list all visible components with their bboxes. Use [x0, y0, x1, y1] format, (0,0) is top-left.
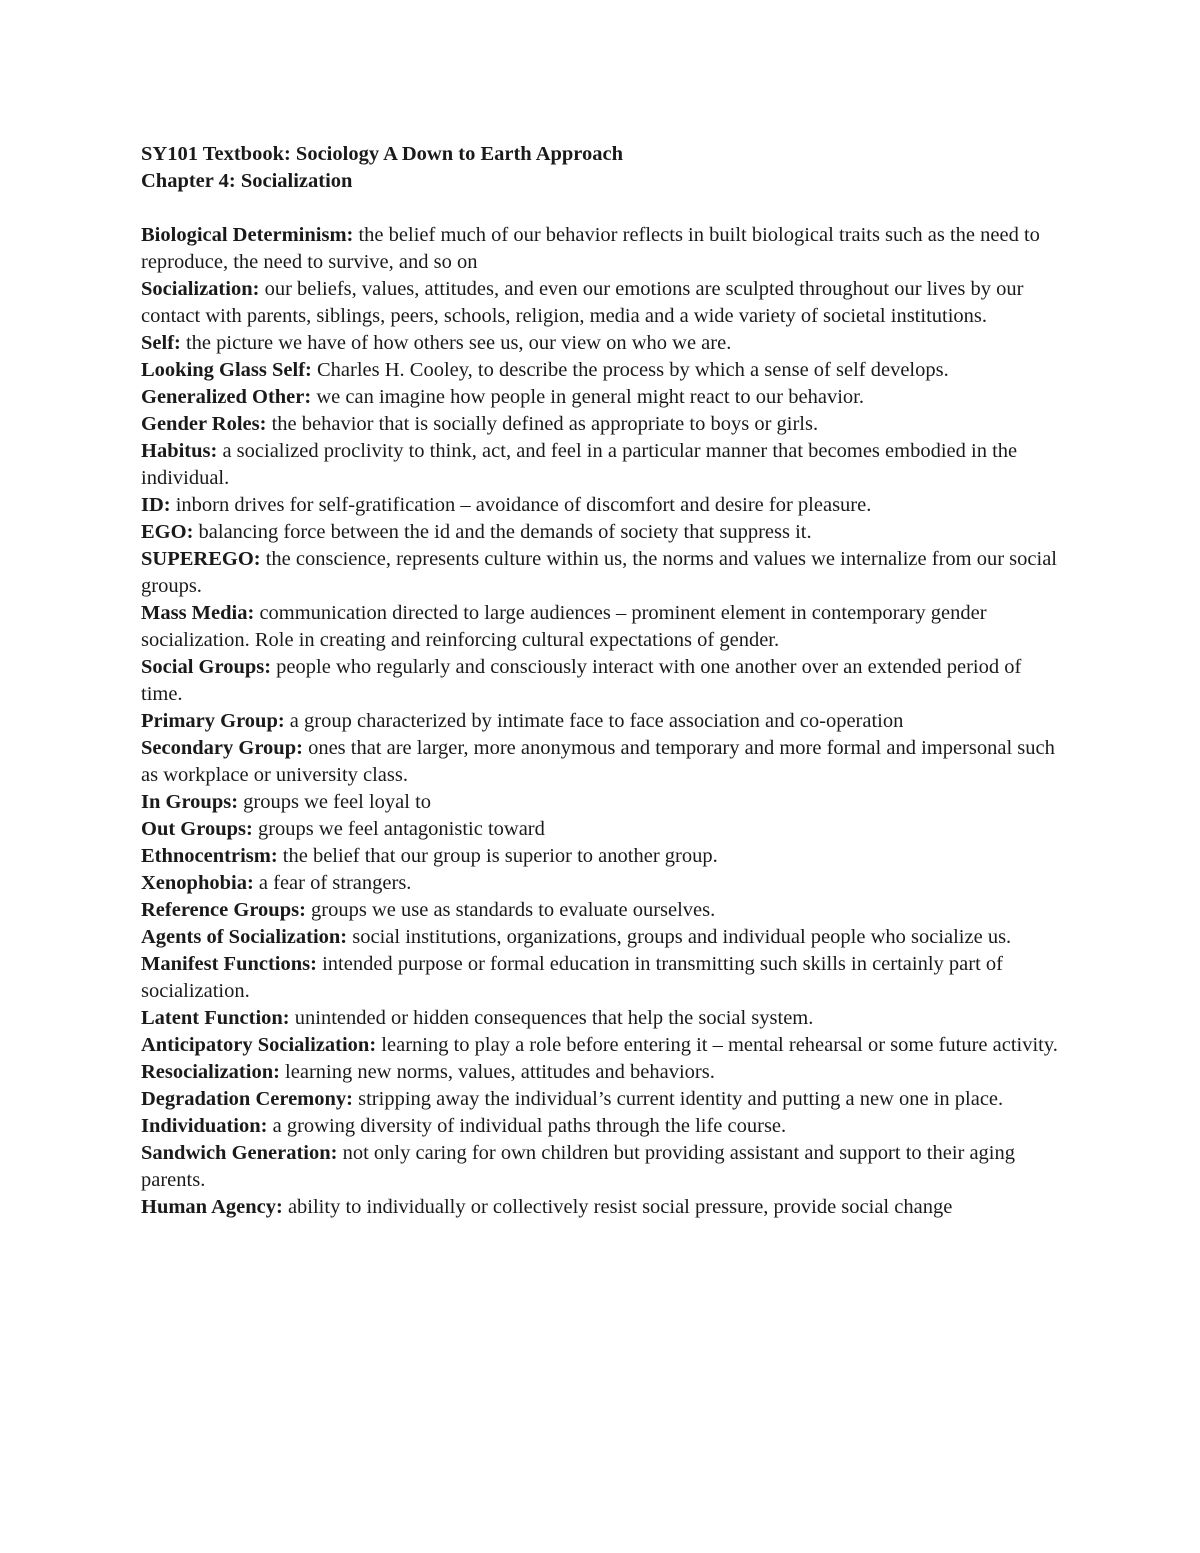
glossary-definition: communication directed to large audiences – prominent element in contemporary gender socialization. Role in creating and reinforcing cultural expectations of gender.: [141, 602, 987, 651]
glossary-entry: [141, 735, 1061, 789]
glossary-term: Secondary Group:: [141, 737, 303, 759]
glossary-entry: [141, 924, 1061, 951]
glossary-term: Latent Function:: [141, 1007, 290, 1029]
glossary-definition: groups we feel loyal to: [238, 791, 432, 813]
glossary-entry: [141, 519, 1061, 546]
glossary-definition: learning new norms, values, attitudes and behaviors.: [279, 1061, 715, 1083]
document-page: [141, 141, 1061, 1221]
glossary-term: Manifest Functions:: [141, 953, 317, 975]
glossary-definition: a fear of strangers.: [253, 872, 412, 894]
glossary-definition: stripping away the individual’s current identity and putting a new one in place.: [353, 1088, 1004, 1110]
glossary-definition: groups we use as standards to evaluate ourselves.: [305, 899, 716, 921]
glossary-entry: [141, 546, 1061, 600]
glossary-entry: [141, 276, 1061, 330]
glossary-definition: the picture we have of how others see us, our view on who we are.: [180, 332, 732, 354]
glossary-entry: [141, 897, 1061, 924]
glossary-definition: a growing diversity of individual paths through the life course.: [267, 1115, 787, 1137]
glossary-term: Human Agency:: [141, 1196, 283, 1218]
glossary-term: SUPEREGO:: [141, 548, 261, 570]
glossary-term: Resocialization:: [141, 1061, 280, 1083]
glossary-list: [141, 222, 1061, 1221]
glossary-term: Reference Groups:: [141, 899, 306, 921]
glossary-entry: [141, 222, 1061, 276]
glossary-entry: [141, 654, 1061, 708]
document-title: SY101 Textbook: Sociology A Down to Earth Approach: [141, 143, 624, 165]
glossary-definition: the conscience, represents culture within us, the norms and values we internalize from our social groups.: [141, 548, 1057, 597]
glossary-definition: ability to individually or collectively resist social pressure, provide social change: [282, 1196, 953, 1218]
glossary-term: Self:: [141, 332, 181, 354]
glossary-definition: the belief much of our behavior reflects in built biological traits such as the need to reproduce, the need to survive, and so on: [141, 224, 1040, 273]
glossary-term: Agents of Socialization:: [141, 926, 348, 948]
glossary-term: Looking Glass Self:: [141, 359, 312, 381]
glossary-term: Sandwich Generation:: [141, 1142, 338, 1164]
glossary-term: Primary Group:: [141, 710, 285, 732]
glossary-definition: balancing force between the id and the demands of society that suppress it.: [193, 521, 812, 543]
glossary-definition: we can imagine how people in general might react to our behavior.: [311, 386, 864, 408]
glossary-entry: [141, 357, 1061, 384]
glossary-term: Mass Media:: [141, 602, 255, 624]
glossary-definition: Charles H. Cooley, to describe the process by which a sense of self develops.: [311, 359, 949, 381]
glossary-entry: [141, 1032, 1061, 1059]
glossary-term: Gender Roles:: [141, 413, 267, 435]
glossary-term: EGO:: [141, 521, 194, 543]
glossary-term: Individuation:: [141, 1115, 268, 1137]
glossary-term: Biological Determinism:: [141, 224, 354, 246]
glossary-entry: [141, 1140, 1061, 1194]
glossary-definition: a group characterized by intimate face to face association and co-operation: [284, 710, 904, 732]
glossary-definition: learning to play a role before entering it – mental rehearsal or some future activity.: [376, 1034, 1058, 1056]
chapter-heading: Chapter 4: Socialization: [141, 170, 353, 192]
glossary-definition: social institutions, organizations, groups and individual people who socialize us.: [347, 926, 1012, 948]
glossary-entry: [141, 951, 1061, 1005]
glossary-definition: intended purpose or formal education in transmitting such skills in certainly part of socialization.: [141, 953, 1003, 1002]
glossary-term: Anticipatory Socialization:: [141, 1034, 377, 1056]
glossary-entry: [141, 330, 1061, 357]
glossary-entry: [141, 1086, 1061, 1113]
glossary-entry: [141, 1113, 1061, 1140]
glossary-entry: [141, 816, 1061, 843]
glossary-entry: [141, 1194, 1061, 1221]
glossary-definition: the behavior that is socially defined as appropriate to boys or girls.: [266, 413, 819, 435]
glossary-term: ID:: [141, 494, 171, 516]
glossary-entry: [141, 708, 1061, 735]
glossary-entry: [141, 438, 1061, 492]
glossary-term: Habitus:: [141, 440, 218, 462]
blank-line: [141, 195, 1061, 222]
glossary-definition: a socialized proclivity to think, act, and feel in a particular manner that becomes embodied in the individual.: [141, 440, 1018, 489]
glossary-entry: [141, 1059, 1061, 1086]
glossary-entry: [141, 843, 1061, 870]
glossary-term: In Groups:: [141, 791, 239, 813]
glossary-entry: [141, 492, 1061, 519]
glossary-entry: [141, 411, 1061, 438]
glossary-definition: inborn drives for self-gratification – avoidance of discomfort and desire for pleasure.: [170, 494, 872, 516]
glossary-definition: our beliefs, values, attitudes, and even our emotions are sculpted throughout our lives by our contact with parents, siblings, peers, schools, religion, media and a wide variety of societal institutions.: [141, 278, 1024, 327]
glossary-definition: people who regularly and consciously interact with one another over an extended period of time.: [141, 656, 1022, 705]
glossary-definition: the belief that our group is superior to another group.: [277, 845, 718, 867]
glossary-term: Out Groups:: [141, 818, 253, 840]
glossary-entry: [141, 384, 1061, 411]
glossary-term: Degradation Ceremony:: [141, 1088, 353, 1110]
glossary-definition: ones that are larger, more anonymous and temporary and more formal and impersonal such as workplace or university class.: [141, 737, 1055, 786]
glossary-definition: not only caring for own children but providing assistant and support to their aging parents.: [141, 1142, 1016, 1191]
glossary-term: Socialization:: [141, 278, 260, 300]
glossary-definition: groups we feel antagonistic toward: [252, 818, 545, 840]
glossary-definition: unintended or hidden consequences that help the social system.: [289, 1007, 814, 1029]
glossary-term: Ethnocentrism:: [141, 845, 278, 867]
glossary-entry: [141, 870, 1061, 897]
glossary-term: Xenophobia:: [141, 872, 254, 894]
glossary-entry: [141, 1005, 1061, 1032]
glossary-entry: [141, 789, 1061, 816]
glossary-term: Generalized Other:: [141, 386, 312, 408]
glossary-entry: [141, 600, 1061, 654]
glossary-term: Social Groups:: [141, 656, 272, 678]
